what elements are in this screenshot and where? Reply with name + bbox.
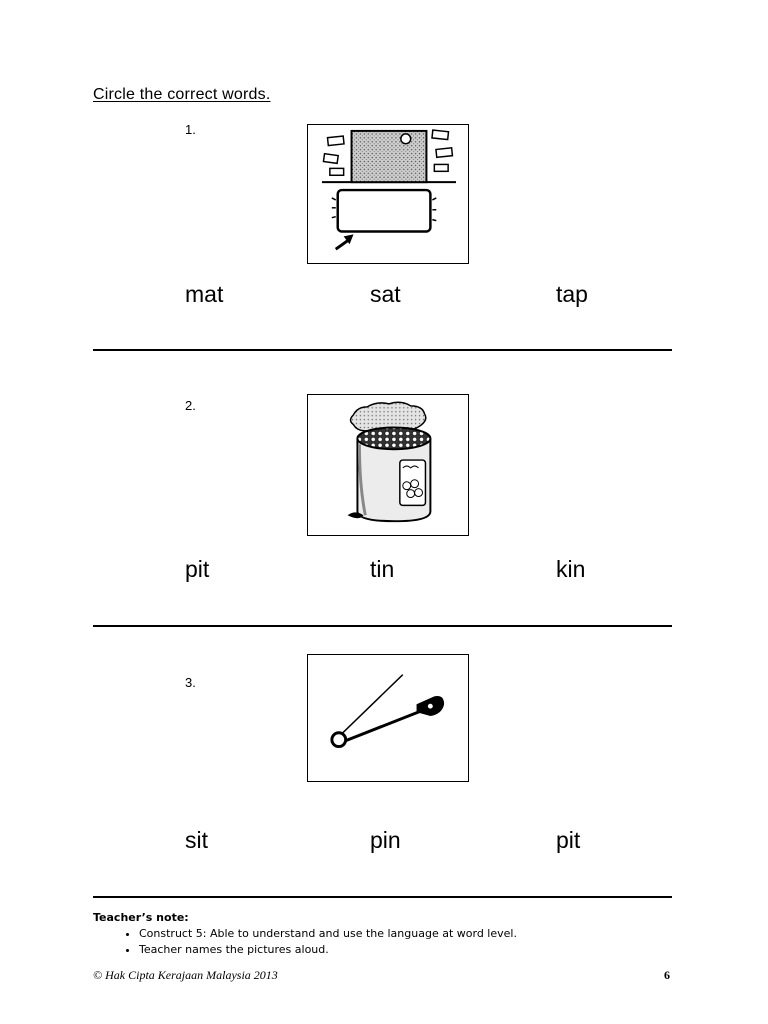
word-option[interactable]: pit	[556, 827, 581, 853]
copyright-text: © Hak Cipta Kerajaan Malaysia 2013	[93, 968, 278, 982]
teacher-note-title: Teacher’s note:	[93, 911, 189, 924]
word-option[interactable]: tin	[370, 556, 395, 582]
teacher-note-item: • Construct 5: Able to understand and use the language at word level.	[139, 926, 517, 942]
divider	[93, 896, 672, 898]
word-option[interactable]: sit	[185, 827, 208, 853]
word-option[interactable]: pin	[370, 827, 401, 853]
word-option[interactable]: pit	[185, 556, 210, 582]
tin-can-icon	[307, 394, 469, 536]
teacher-note	[93, 910, 517, 958]
word-option[interactable]: sat	[370, 281, 401, 307]
page-number: 6	[664, 968, 670, 982]
word-option[interactable]: tap	[556, 281, 588, 307]
word-option[interactable]: kin	[556, 556, 586, 582]
teacher-note-list	[93, 926, 517, 958]
question-number: 3.	[185, 675, 196, 690]
question-number: 2.	[185, 398, 196, 413]
doormat-icon	[307, 124, 469, 264]
divider	[93, 625, 672, 627]
instruction-heading: Circle the correct words.	[93, 86, 271, 103]
word-option[interactable]: mat	[185, 281, 224, 307]
teacher-note-item: • Teacher names the pictures aloud.	[139, 942, 517, 958]
question-number: 1.	[185, 122, 196, 137]
divider	[93, 349, 672, 351]
safety-pin-icon	[307, 654, 469, 782]
